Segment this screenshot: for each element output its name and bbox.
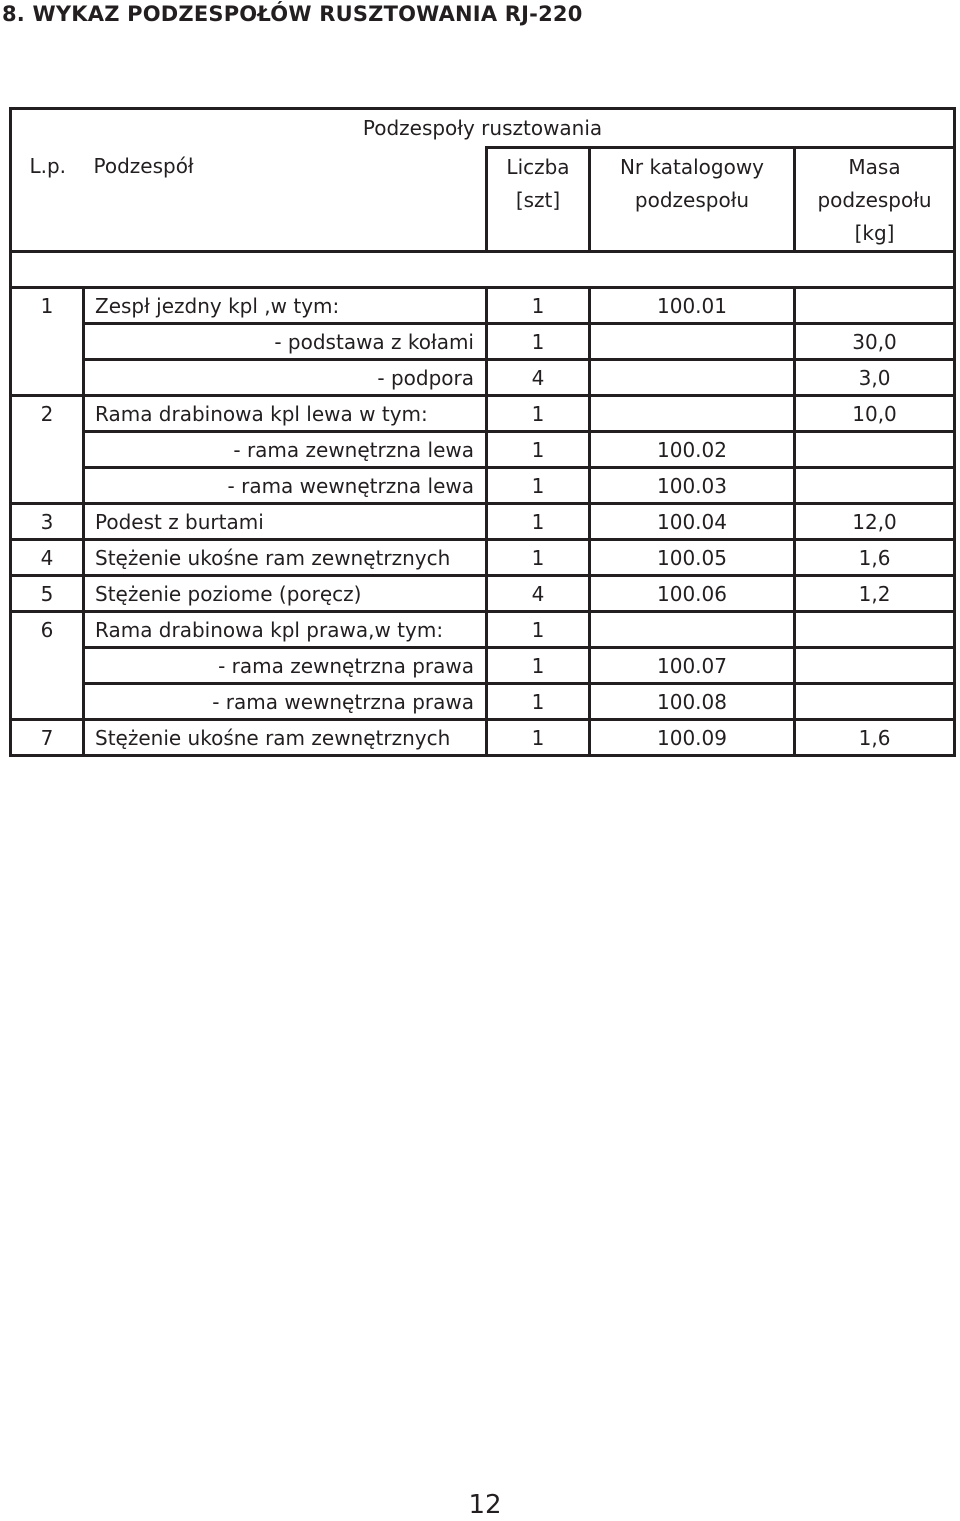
table-row [11,540,955,576]
cell-qty: 1 [487,324,590,360]
cell-mass: 12,0 [795,504,955,540]
cell-catalog-number: 100.01 [590,288,795,324]
cell-catalog-number: 100.07 [590,648,795,684]
cell-catalog-number: 100.05 [590,540,795,576]
table-row [11,324,955,360]
cell-catalog-number [590,396,795,432]
cell-qty: 1 [487,504,590,540]
table-row [11,684,955,720]
cell-mass: 1,2 [795,576,955,612]
table-row [11,468,955,504]
cell-catalog-number: 100.03 [590,468,795,504]
cell-mass: 1,6 [795,720,955,756]
header-lp: L.p. [11,148,84,252]
document-heading: 8. WYKAZ PODZESPOŁÓW RUSZTOWANIA RJ-220 [2,2,583,26]
cell-qty: 4 [487,360,590,396]
cell-lp: 2 [11,396,84,432]
cell-mass [795,648,955,684]
table-row [11,504,955,540]
table-row [11,360,955,396]
cell-mass [795,468,955,504]
cell-qty: 1 [487,432,590,468]
cell-catalog-number [590,612,795,648]
cell-qty: 1 [487,396,590,432]
cell-mass [795,684,955,720]
cell-part-name: Zespł jezdny kpl ,w tym: [84,288,487,324]
table-row [11,576,955,612]
table-title-row [11,109,955,148]
header-catalog-number: Nr katalogowy podzespołu [590,148,795,252]
table-row [11,648,955,684]
table-spacer-row [11,252,955,288]
cell-qty: 4 [487,576,590,612]
cell-part-name: - rama zewnętrzna lewa [84,432,487,468]
cell-lp [11,360,84,396]
cell-lp: 4 [11,540,84,576]
cell-part-name: Rama drabinowa kpl prawa,w tym: [84,612,487,648]
cell-qty: 1 [487,648,590,684]
cell-lp: 6 [11,612,84,648]
cell-lp: 5 [11,576,84,612]
cell-catalog-number [590,360,795,396]
cell-part-name: Stężenie poziome (poręcz) [84,576,487,612]
cell-lp [11,432,84,468]
cell-mass [795,612,955,648]
cell-part-name: Rama drabinowa kpl lewa w tym: [84,396,487,432]
cell-catalog-number: 100.09 [590,720,795,756]
parts-table [9,107,956,757]
cell-lp [11,648,84,684]
table-header-row [11,148,955,252]
cell-lp: 7 [11,720,84,756]
cell-part-name: - rama wewnętrzna lewa [84,468,487,504]
header-part: Podzespół [84,148,487,252]
cell-qty: 1 [487,288,590,324]
cell-qty: 1 [487,540,590,576]
cell-lp [11,324,84,360]
cell-mass: 1,6 [795,540,955,576]
cell-lp: 1 [11,288,84,324]
cell-qty: 1 [487,720,590,756]
cell-mass [795,288,955,324]
cell-catalog-number [590,324,795,360]
table-row [11,612,955,648]
cell-lp: 3 [11,504,84,540]
cell-part-name: - rama zewnętrzna prawa [84,648,487,684]
cell-qty: 1 [487,468,590,504]
table-row [11,432,955,468]
page-number: 12 [468,1490,502,1520]
cell-mass [795,432,955,468]
cell-mass: 3,0 [795,360,955,396]
cell-mass: 30,0 [795,324,955,360]
spacer-cell [11,252,955,288]
cell-catalog-number: 100.04 [590,504,795,540]
cell-part-name: Stężenie ukośne ram zewnętrznych [84,540,487,576]
header-qty: Liczba [szt] [487,148,590,252]
table-row [11,288,955,324]
cell-lp [11,468,84,504]
cell-qty: 1 [487,612,590,648]
cell-part-name: Stężenie ukośne ram zewnętrznych [84,720,487,756]
table-row [11,396,955,432]
cell-qty: 1 [487,684,590,720]
cell-part-name: - rama wewnętrzna prawa [84,684,487,720]
cell-catalog-number: 100.02 [590,432,795,468]
cell-part-name: Podest z burtami [84,504,487,540]
header-mass: Masa podzespołu [kg] [795,148,955,252]
cell-part-name: - podpora [84,360,487,396]
cell-catalog-number: 100.06 [590,576,795,612]
table-row [11,720,955,756]
cell-lp [11,684,84,720]
table-title: Podzespoły rusztowania [11,109,955,148]
cell-catalog-number: 100.08 [590,684,795,720]
cell-mass: 10,0 [795,396,955,432]
cell-part-name: - podstawa z kołami [84,324,487,360]
